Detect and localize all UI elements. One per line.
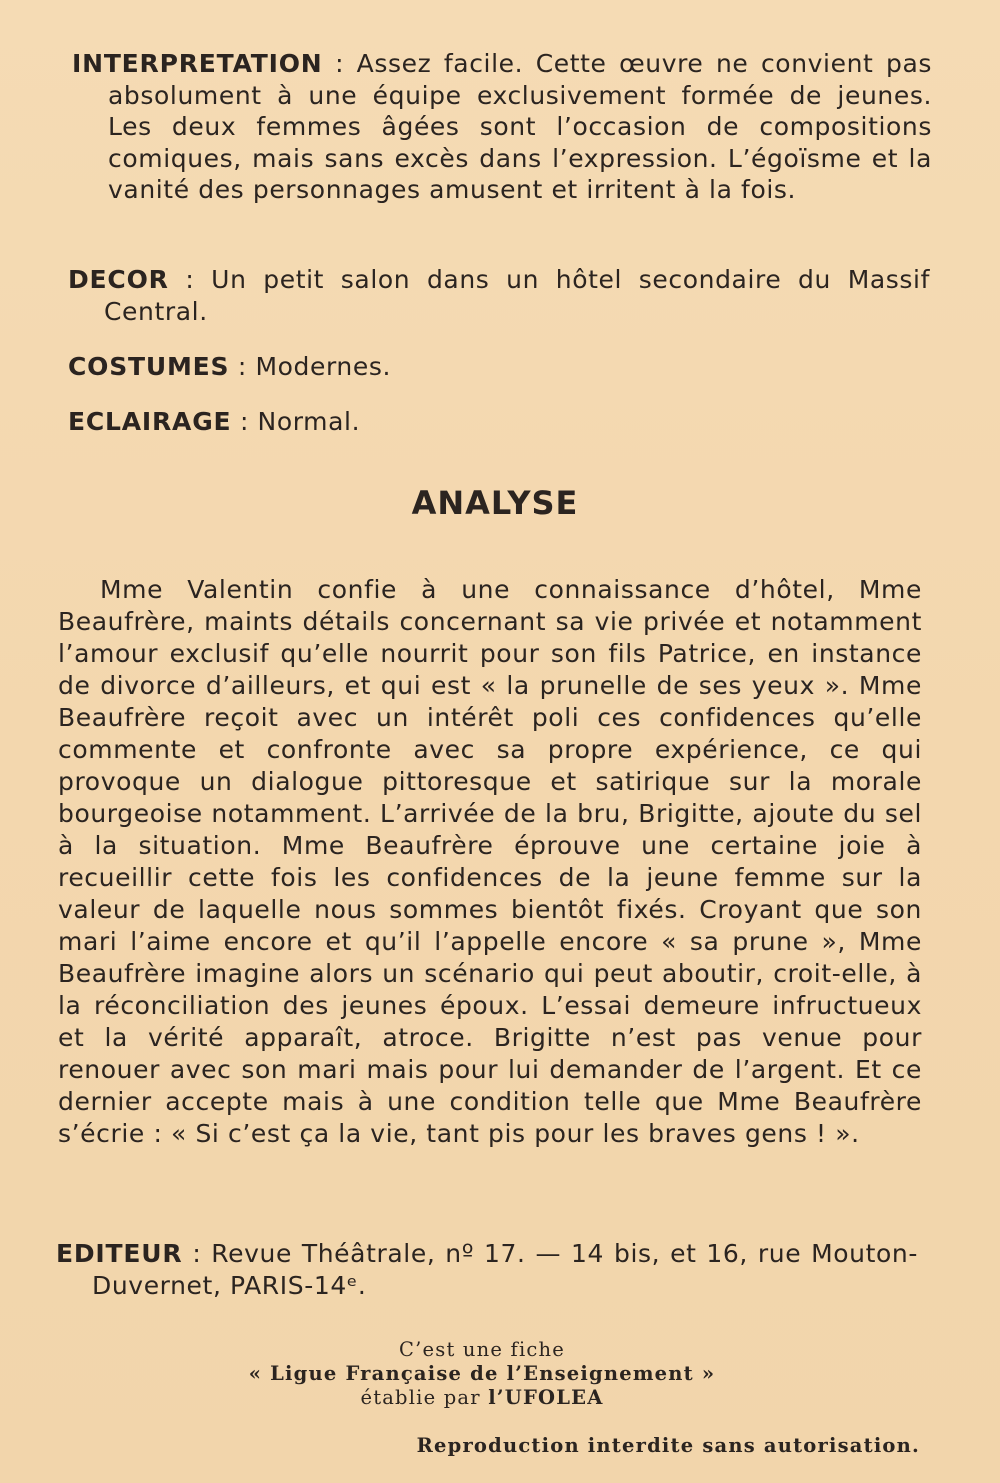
- eclairage-section: [68, 406, 930, 438]
- footer-credit: [232, 1338, 732, 1410]
- decor-section: [68, 264, 930, 327]
- interpretation-text: : Assez facile. Cette œuvre ne convient pas absolument à une équipe exclusivement formée de jeunes. Les deux femmes âgées sont l’occasion de compositions comiques, mais sans excès dans l’expression. L’égoïsme et la vanité des personnages amusent et irritent à la fois.: [108, 49, 932, 204]
- interpretation-label: INTERPRETATION: [72, 49, 323, 78]
- analyse-paragraph: Mme Valentin confie à une connaissance d’hôtel, Mme Beaufrère, maints détails concernant sa vie privée et notamment l’amour exclusif qu’elle nourrit pour son fils Patrice, en instance de divorce d’ailleurs, et qui est « la prunelle de ses yeux ». Mme Beaufrère reçoit avec un intérêt poli ces confidences qu’elle commente et confronte avec sa propre expérience, ce qui provoque un dialogue pittoresque et satirique sur la morale bourgeoise notamment. L’arrivée de la bru, Brigitte, ajoute du sel à la situation. Mme Beaufrère éprouve une certaine joie à recueillir cette fois les confidences de la jeune femme sur la valeur de laquelle nous sommes bientôt fixés. Croyant que son mari l’aime encore et qu’il l’appelle encore « sa prune », Mme Beaufrère imagine alors un scénario qui peut aboutir, croit-elle, à la réconciliation des jeunes époux. L’essai demeure infructueux et la vérité apparaît, atroce. Brigitte n’est pas venue pour renouer avec son mari mais pour lui demander de l’argent. Et ce dernier accepte mais à une condition telle que Mme Beaufrère s’écrie : « Si c’est ça la vie, tant pis pour les braves gens ! ».: [58, 575, 922, 1148]
- decor-text: : Un petit salon dans un hôtel secondaire du Massif Central.: [104, 265, 930, 326]
- eclairage-text: : Normal.: [231, 407, 361, 436]
- footer-line-3-prefix: établie par: [360, 1386, 489, 1409]
- costumes-label: COSTUMES: [68, 352, 230, 381]
- footer-line-1: C’est une fiche: [398, 1338, 566, 1361]
- footer-line-3: [232, 1386, 732, 1410]
- editeur-section: [56, 1238, 918, 1301]
- footer-line-3-org: l’UFOLEA: [488, 1386, 604, 1409]
- analyse-heading: ANALYSE: [411, 484, 579, 522]
- interpretation-section: [72, 48, 932, 206]
- costumes-section: [68, 351, 930, 383]
- costumes-text: : Modernes.: [229, 352, 391, 381]
- editeur-text: : Revue Théâtrale, nº 17. — 14 bis, et 16, rue Mouton-Duvernet, PARIS-14ᵉ.: [92, 1239, 918, 1300]
- editeur-label: EDITEUR: [56, 1239, 183, 1268]
- footer-line-2: « Ligue Française de l’Enseignement »: [248, 1362, 716, 1385]
- decor-label: DECOR: [68, 265, 169, 294]
- reproduction-notice: Reproduction interdite sans autorisation.: [416, 1434, 920, 1457]
- eclairage-label: ECLAIRAGE: [68, 407, 232, 436]
